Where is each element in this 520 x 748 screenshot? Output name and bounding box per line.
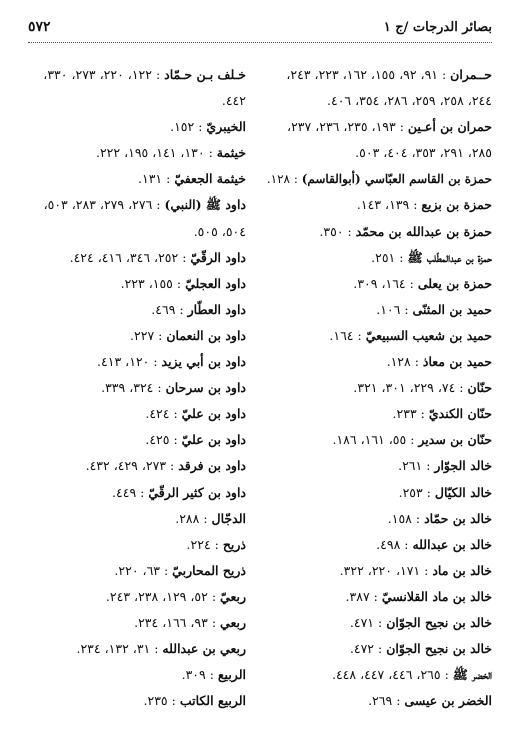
entry-pages: : ٩١، ٩٢، ١٥٥، ١٦٢، ٢٢٣، ٢٤٣، [286,67,447,82]
index-entry [28,375,246,401]
entry-pages: : ٣٢٤، ٣٣٩. [101,380,162,396]
index-entry [28,662,246,688]
index-entry [266,506,492,532]
entry-name: خالد الكيّال [434,484,492,500]
entry-pages: ٥٠٤، ٥٠٥. [193,223,246,239]
index-entry [28,506,246,532]
index-entry [266,688,492,714]
entry-pages: : ٥٢، ١٢٩، ٢٣٨، ٢٤٣. [105,588,217,604]
index-entry [266,114,492,140]
index-entry [266,532,492,558]
entry-pages: : ١٥٨. [387,510,421,526]
index-entry [266,88,492,114]
entry-pages: : ٣١، ١٣٢، ٢٣٤. [76,641,159,657]
entry-pages: : ٢٥٣. [398,484,431,500]
entry-name: خالد بن ماد القلانسيّ [381,588,492,604]
index-entry [266,427,492,453]
entry-pages: : ٢٦١. [398,458,431,474]
index-entry [266,375,492,401]
entry-pages: : ٤٢٤. [145,406,178,422]
index-entry [266,192,492,218]
index-entry [28,636,246,662]
entry-pages: : ١٣١. [138,171,171,187]
index-entry [28,88,246,114]
entry-name: الخيبريّ [206,119,246,135]
entry-name: خالد بن ماد [432,562,492,578]
entry-name: حمزة بن عبدالله بن محمّد [355,223,492,239]
index-column-left [28,62,246,714]
entry-name: خالد بن حمّاد [424,510,492,526]
index-entry [28,427,246,453]
entry-pages: : ١٥٥، ٢٢٣. [120,275,182,291]
entry-pages: : ١٦٤، ٣٠٩. [353,275,414,291]
entry-name: حميد بن المثنّى [412,301,492,317]
entry-pages: : ٢٨٨. [175,510,208,526]
index-entry [266,271,492,297]
entry-name: خـلف بـن حـمّاد [164,67,246,82]
entry-pages: : ٣٨٧. [345,588,378,604]
index-entry [266,349,492,375]
index-entry [266,558,492,584]
index-entry [28,584,246,610]
page-number: ٥٧٢ [28,19,51,35]
entry-name: داود بن فرقد [178,458,246,474]
entry-name: خالد بن عبدالله [412,536,492,552]
entry-pages: : ١٧١، ٢٢٠، ٣٢٢. [339,562,429,578]
index-entry [28,114,246,140]
entry-name: داود العجليّ [185,275,246,291]
index-entry [266,401,492,427]
entry-name: حمزة بن القاسم العبّاسي (أبوالقاسم) [301,172,492,187]
index-entry [28,140,246,166]
index-entry [266,140,492,166]
entry-pages: : ١٣٩، ١٤٣. [356,197,418,213]
running-header [28,20,492,43]
index-entry [266,62,492,88]
entry-pages: : ٢٢٧. [130,327,163,343]
index-entry [28,192,246,218]
entry-pages: : ١٦٤. [329,327,362,343]
entry-name: الدجّال [211,510,246,526]
index-entry [266,453,492,479]
entry-pages: : ٩٣، ١٦٦، ٢٣٤. [134,614,217,630]
entry-pages: : ١٩٣، ٢٣٥، ٢٣٦، ٢٣٧، [287,119,404,135]
index-entry [28,688,246,714]
index-entry [28,453,246,479]
entry-pages: : ٤٩٨. [376,536,409,552]
entry-pages: : ٢٧٦، ٢٧٩، ٢٨٣، ٥٠٣، [43,197,161,213]
entry-pages: : ٤٤٩. [112,484,145,500]
entry-pages: : ١٣٠، ١٤١، ١٩٥، ٢٢٢. [95,145,213,161]
entry-name: داود بن كثير الرقّيّ [148,484,246,500]
entry-name: ذريح المحاربيّ [172,562,246,578]
entry-pages: : ٢٦٩. [368,693,401,709]
index-entry [266,636,492,662]
entry-pages: : ٤٧١. [349,614,383,630]
entry-name: داود الرقّيّ [190,249,246,265]
entry-pages: : ٢٣٥. [143,693,176,709]
entry-pages: : ١٥٢. [170,119,203,135]
entry-name: داود العطّار [187,301,246,317]
index-entry [28,297,246,323]
index-entry [266,584,492,610]
entry-pages: : ٤٦٩. [151,301,184,317]
entry-name: ربعيّ [220,588,246,604]
index-entry [266,245,492,271]
entry-pages: : ٤٧٢. [349,641,383,657]
index-entry [266,662,492,688]
entry-pages: ٢٨٥، ٢٩١، ٣٥٣، ٤٠٤، ٥٠٣. [355,145,492,161]
entry-name: خالد بن نجيح الجوّان [386,614,492,630]
index-entry [28,271,246,297]
index-entry [28,219,246,245]
index-entry [28,323,246,349]
index-entry [266,297,492,323]
entry-name: حمران بن أعـين [407,119,492,135]
index-entry [266,323,492,349]
entry-name: الخضر ﷺ [452,667,492,683]
index-entry [28,166,246,192]
index-entry [266,480,492,506]
entry-pages: : ٢٥١. [371,249,404,265]
entry-name: خيثمة [216,145,246,161]
entry-name: حميد بن معاذ [422,354,492,370]
entry-pages: : ٢٢٤. [186,536,219,552]
entry-name: حمزة بن يعلى [417,275,492,291]
entry-pages: ٢٤٤، ٢٥٨، ٢٥٩، ٢٨٦، ٣٥٤، ٤٠٦. [327,93,492,109]
entry-pages: : ٢٣٣. [392,406,425,422]
entry-pages: : ١٢٠، ٤١٣. [97,354,158,370]
entry-name: ذريح [222,536,246,552]
entry-pages: : ١٢٨. [386,354,419,370]
entry-pages: : ٢٥٢، ٣٤٦، ٤١٦، ٤٢٤. [69,249,187,265]
index-entry [28,401,246,427]
entry-pages: : ١٢٨. [266,172,298,187]
index-entry [28,245,246,271]
index-column-right [266,62,492,714]
index-entry [28,480,246,506]
index-entry [266,166,492,192]
entry-name: الربيع [217,667,246,683]
entry-name: ربعي بن عبدالله [162,641,246,657]
entry-pages: : ٧٤، ٢٢٩، ٣٠١، ٣٢١. [353,380,464,396]
entry-name: حمزة بن عبدالمطّلب ﷺ [407,249,492,265]
entry-name: الخضر بن عيسى [404,693,492,709]
entry-pages: : ٣٠٩. [181,667,214,683]
index-entry [28,610,246,636]
index-entry [28,349,246,375]
entry-name: خيثمة الجعفيّ [174,171,246,187]
entry-pages: : ١٠٦. [376,301,409,317]
entry-name: حمزة بن بزيع [421,197,492,213]
entry-name: حنّان بن سدير [418,432,492,448]
index-entry [266,610,492,636]
entry-name: داود ﷺ (النبي) [164,197,246,213]
running-title: بصائر الدرجات /ج ١ [383,20,492,35]
entry-name: داود بن النعمان [166,327,246,343]
entry-name: حنّان الكنديّ [428,406,492,422]
entry-pages: : ٥٥، ١٦١، ١٨٦. [332,432,415,448]
index-entry [266,219,492,245]
entry-name: حــمران [450,67,492,82]
entry-pages: : ٢٦٥، ٤٤٦، ٤٤٧، ٤٤٨. [331,667,449,683]
entry-pages: ٤٤٢. [221,93,246,109]
entry-name: حميد بن شعيب السبيعيّ [365,327,492,343]
entry-name: داود بن أبي يزيد [161,354,246,370]
entry-name: داود بن عليّ [181,406,246,422]
index-entry [28,62,246,88]
entry-name: داود بن عليّ [181,432,246,448]
entry-pages: : ٤٢٥. [145,432,178,448]
entry-name: خالد بن نجيح الجوّان [386,641,492,657]
entry-pages: : ٦٣، ٢٢٠. [114,562,169,578]
entry-name: حنّان [467,380,492,396]
entry-name: داود بن سرحان [165,380,246,396]
entry-name: ربعي [220,614,246,630]
entry-pages: : ٢٧٣، ٤٢٩، ٤٣٢. [85,458,175,474]
index-entry [28,532,246,558]
entry-pages: : ٣٥٠. [319,223,352,239]
entry-name: الربيع الكاتب [179,693,246,709]
entry-pages: : ١٢٢، ٢٢٠، ٢٧٣، ٣٣٠، [43,67,161,82]
entry-name: خالد الجوّار [434,458,492,474]
index-entry [28,558,246,584]
